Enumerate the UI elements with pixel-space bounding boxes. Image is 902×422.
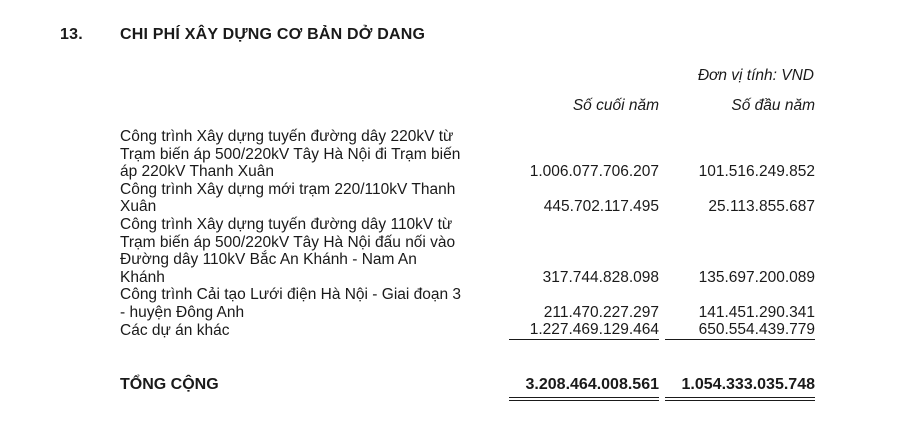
description-line: Đường dây 110kV Bắc An Khánh - Nam An [120, 251, 417, 269]
column-header-end-of-year: Số cuối năm [572, 97, 659, 114]
table-body [0, 128, 902, 340]
value-end-of-year: 211.470.227.297 [543, 303, 659, 321]
description-line: Trạm biến áp 500/220kV Tây Hà Nội đấu nối vào [120, 233, 456, 251]
value-end-of-year: 1.006.077.706.207 [529, 163, 659, 181]
description-line: Các dự án khác [120, 321, 230, 339]
double-underline-begin [665, 397, 815, 401]
total-beginning-of-year: 1.054.333.035.748 [681, 376, 815, 393]
table-row [0, 216, 902, 286]
value-beginning-of-year: 141.451.290.341 [698, 303, 815, 321]
description-line: áp 220kV Thanh Xuân [120, 163, 274, 181]
description-line: - huyện Đông Anh [120, 303, 245, 321]
section-title: CHI PHÍ XÂY DỰNG CƠ BẢN DỞ DANG [120, 26, 426, 43]
value-beginning-of-year: 101.516.249.852 [698, 163, 815, 181]
double-underline-end [509, 397, 659, 401]
column-header-beginning-of-year: Số đầu năm [731, 97, 815, 114]
section-number: 13. [60, 26, 83, 43]
description-line: Xuân [120, 198, 157, 216]
value-beginning-of-year: 135.697.200.089 [698, 268, 815, 286]
table-row [0, 128, 902, 181]
total-end-of-year: 3.208.464.008.561 [525, 376, 659, 393]
table-row [0, 286, 902, 321]
value-beginning-of-year: 650.554.439.779 [665, 321, 815, 340]
value-end-of-year: 317.744.828.098 [542, 268, 659, 286]
value-end-of-year: 1.227.469.129.464 [509, 321, 659, 340]
row-description [120, 322, 510, 340]
description-line: Khánh [120, 268, 165, 286]
value-beginning-of-year: 25.113.855.687 [708, 198, 815, 216]
row-description [120, 128, 510, 181]
description-line: Công trình Xây dựng mới trạm 220/110kV Thanh [120, 180, 456, 198]
unit-label: Đơn vị tính: VND [697, 67, 814, 84]
total-row [0, 376, 902, 396]
description-line: Công trình Xây dựng tuyến đường dây 220kV từ [120, 128, 454, 145]
row-description [120, 286, 510, 321]
description-line: Công trình Cải tạo Lưới điện Hà Nội - Giai đoạn 3 [120, 286, 462, 304]
description-line: Trạm biến áp 500/220kV Tây Hà Nội đi Trạm biến [120, 145, 461, 163]
row-description [120, 216, 510, 286]
total-label: TỔNG CỘNG [120, 376, 219, 393]
description-line: Công trình Xây dựng tuyến đường dây 110kV từ [120, 215, 453, 233]
value-end-of-year: 445.702.117.495 [543, 198, 659, 216]
table-row [0, 181, 902, 216]
table-row [0, 322, 902, 340]
row-description [120, 181, 510, 216]
